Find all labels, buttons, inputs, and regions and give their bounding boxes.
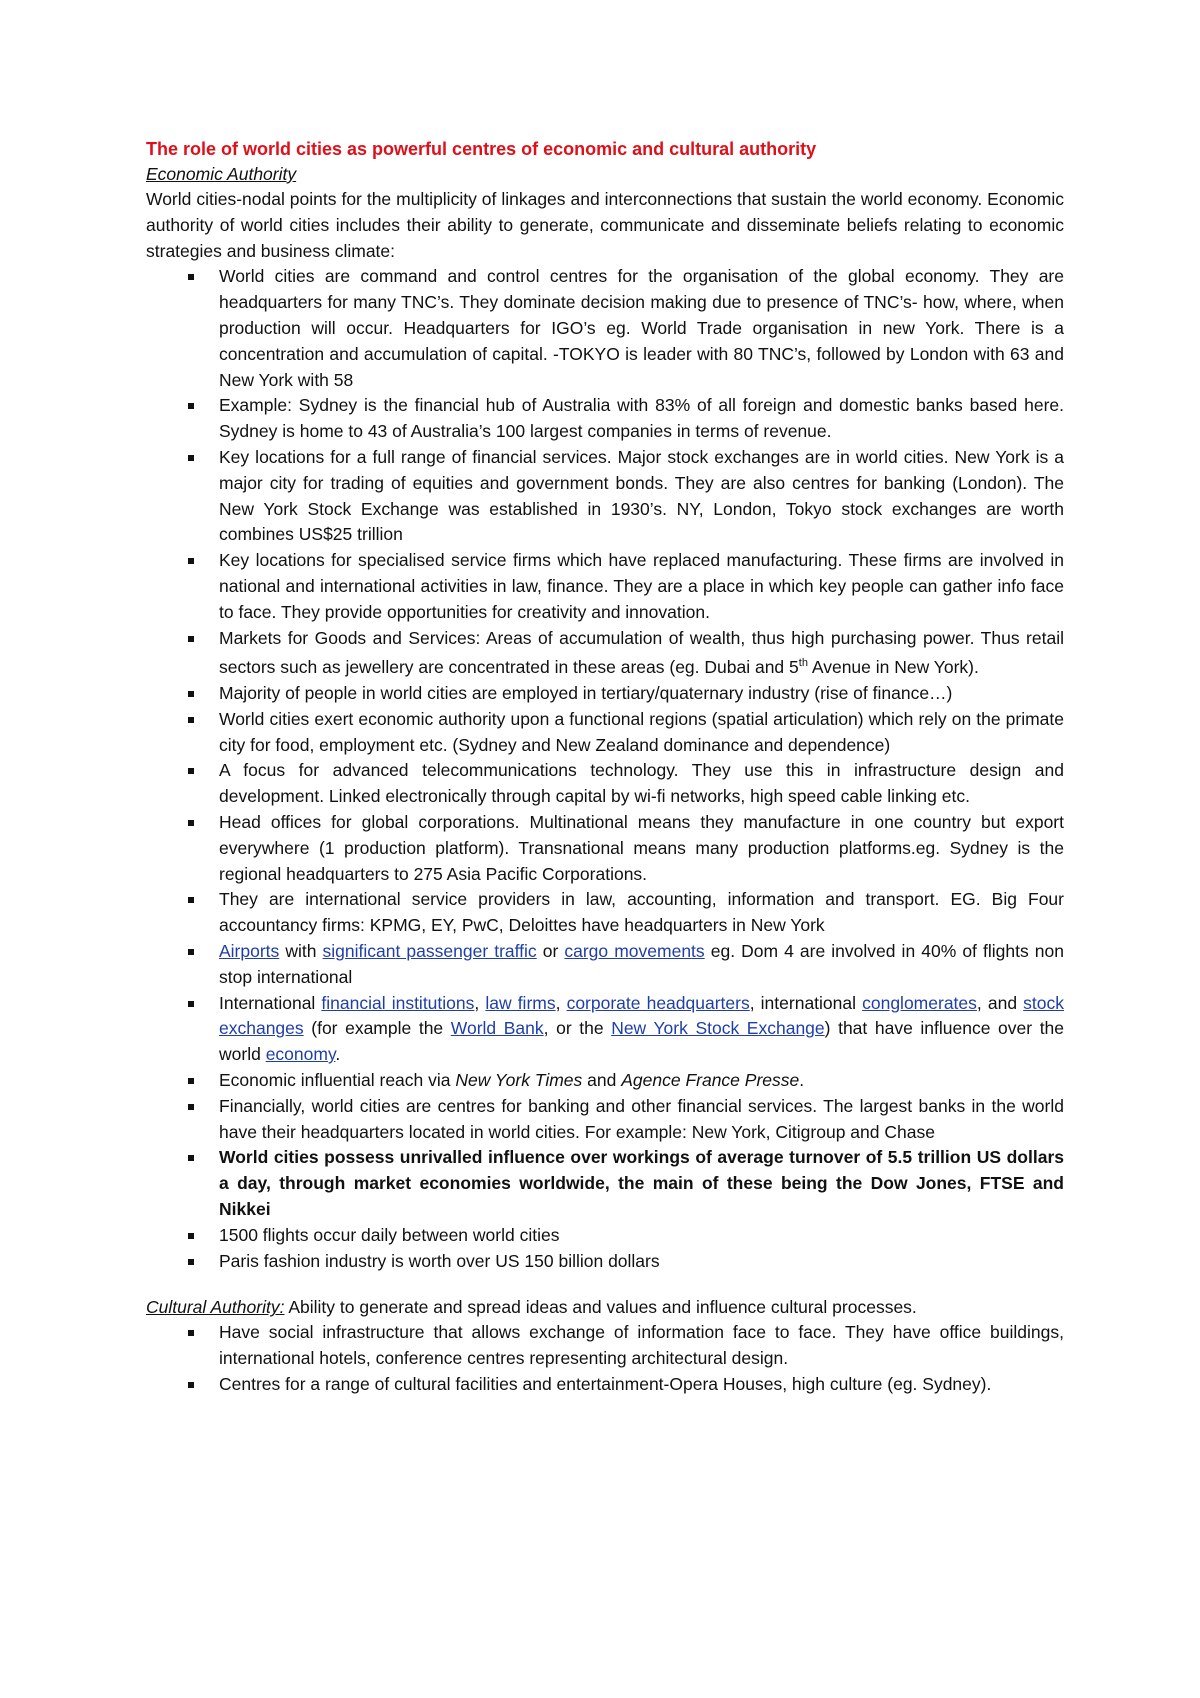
list-item xyxy=(146,681,1064,707)
bullet-icon xyxy=(188,717,194,723)
cultural-authority-label: Cultural Authority: xyxy=(146,1297,285,1318)
bullet-text: or xyxy=(536,940,565,961)
bullet-text: A focus for advanced telecommunications technology. They use this in infrastructure design and development. Linked electronically through capital by wi-fi networks, high speed cable linking etc. xyxy=(219,760,1064,807)
superscript-th: th xyxy=(798,657,808,670)
bullet-text: World cities possess unrivalled influence over workings of average turnover of 5.5 trillion US dollars a day, through market economies worldwide, the main of these being the Dow Jones, FTSE and Nikkei xyxy=(219,1147,1064,1219)
link-economy[interactable]: economy xyxy=(265,1044,336,1065)
list-item xyxy=(146,445,1064,548)
bullet-text: ) that have influence over the world xyxy=(219,1018,1065,1065)
bullet-icon xyxy=(188,897,194,903)
bullet-text: , xyxy=(555,992,567,1013)
italic-text: New York Times xyxy=(455,1069,583,1090)
bullet-icon xyxy=(188,1001,194,1007)
bullet-text: Majority of people in world cities are employed in tertiary/quaternary industry (rise of finance…) xyxy=(219,682,953,703)
list-item xyxy=(146,1320,1064,1372)
list-item xyxy=(146,887,1064,939)
bullet-text-cont: Avenue in New York). xyxy=(807,657,979,678)
list-item xyxy=(146,810,1064,887)
economic-authority-heading: Economic Authority xyxy=(146,164,297,184)
bullet-icon xyxy=(188,820,194,826)
bullet-icon xyxy=(188,1233,194,1239)
list-item xyxy=(146,393,1064,445)
list-item xyxy=(146,707,1064,759)
bullet-icon xyxy=(188,691,194,697)
bullet-icon xyxy=(188,768,194,774)
link-passenger-traffic[interactable]: significant passenger traffic xyxy=(322,940,537,961)
bullet-text: Example: Sydney is the financial hub of Australia with 83% of all foreign and domestic banks based here. Sydney is home to 43 of Australia’s 100 largest companies in terms of revenue. xyxy=(219,395,1064,442)
list-item xyxy=(146,991,1064,1068)
economic-bullet-list xyxy=(146,264,1064,1274)
bullet-text: , or the xyxy=(543,1018,612,1039)
list-item xyxy=(146,939,1064,991)
bullet-text: Financially, world cities are centres for banking and other financial services. The largest banks in the world have their headquarters located in world cities. For example: New York, Citigroup and Chase xyxy=(219,1095,1064,1142)
bullet-icon xyxy=(188,1104,194,1110)
italic-text: Agence France Presse xyxy=(621,1069,800,1090)
list-item xyxy=(146,1372,1064,1398)
bullet-text: Paris fashion industry is worth over US 150 billion dollars xyxy=(219,1250,660,1271)
bullet-icon xyxy=(188,274,194,280)
bullet-text: International xyxy=(219,992,322,1013)
section-spacer xyxy=(146,1274,1064,1294)
cultural-authority-heading xyxy=(146,1294,1064,1320)
bullet-text: 1500 flights occur daily between world cities xyxy=(219,1224,560,1245)
list-item xyxy=(146,1249,1064,1275)
link-financial-institutions[interactable]: financial institutions xyxy=(321,992,475,1013)
link-cargo-movements[interactable]: cargo movements xyxy=(564,940,705,961)
bullet-icon xyxy=(188,558,194,564)
bullet-text: World cities exert economic authority upon a functional regions (spatial articulation) which rely on the primate city for food, employment etc. (Sydney and New Zealand dominance and dependence) xyxy=(219,708,1064,755)
bullet-text: They are international service providers in law, accounting, information and transport. EG. Big Four accountancy firms: KPMG, EY, PwC, Deloittes have headquarters in New York xyxy=(219,889,1064,936)
bullet-text: Markets for Goods and Services: Areas of accumulation of wealth, thus high purchasing power. Thus retail sectors such as jewellery are concentrated in these areas (eg. Dubai and 5 xyxy=(219,627,1064,678)
list-item xyxy=(146,548,1064,625)
document-content xyxy=(146,136,1064,1398)
intro-paragraph: World cities-nodal points for the multiplicity of linkages and interconnections that sustain the world economy. Economic authority of world cities includes their ability to generate, communicate and disseminate beliefs relating to economic strategies and business climate: xyxy=(146,189,1064,261)
bullet-text: and xyxy=(582,1069,622,1090)
bullet-text: Head offices for global corporations. Multinational means they manufacture in one country but export everywhere (1 production platform). Transnational means many production platforms.eg. Sydney is the regional headquarters to 275 Asia Pacific Corporations. xyxy=(219,811,1064,884)
bullet-text: Key locations for specialised service firms which have replaced manufacturing. These firms are involved in national and international activities in law, finance. They are a place in which key people can gather info face to face. They provide opportunities for creativity and innovation. xyxy=(219,550,1064,622)
bullet-icon xyxy=(188,1078,194,1084)
link-stock-exchanges[interactable]: stock exchanges xyxy=(219,992,1064,1039)
link-world-bank[interactable]: World Bank xyxy=(450,1018,544,1039)
bullet-text: Centres for a range of cultural facilities and entertainment-Opera Houses, high culture (eg. Sydney). xyxy=(219,1373,992,1394)
bullet-icon xyxy=(188,403,194,409)
bullet-icon xyxy=(188,1155,194,1161)
bullet-icon xyxy=(188,1330,194,1336)
link-conglomerates[interactable]: conglomerates xyxy=(862,992,977,1013)
link-new-york-stock-exchange[interactable]: New York Stock Exchange xyxy=(611,1018,825,1039)
list-item xyxy=(146,1094,1064,1146)
cultural-authority-intro: Ability to generate and spread ideas and values and influence cultural processes. xyxy=(284,1297,917,1318)
bullet-text: eg. Dom 4 are involved in 40% of flights non stop international xyxy=(219,940,1064,987)
bullet-text: Economic influential reach via xyxy=(219,1069,456,1090)
bullet-text: . xyxy=(799,1069,805,1090)
bullet-text: Have social infrastructure that allows exchange of information face to face. They have office buildings, international hotels, conference centres representing architectural design. xyxy=(219,1322,1064,1369)
list-item xyxy=(146,1145,1064,1222)
bullet-icon xyxy=(188,455,194,461)
link-corporate-headquarters[interactable]: corporate headquarters xyxy=(566,992,750,1013)
bullet-icon xyxy=(188,1382,194,1388)
bullet-icon xyxy=(188,636,194,642)
list-item xyxy=(146,1068,1064,1094)
bullet-text: World cities are command and control centres for the organisation of the global economy. They are headquarters for many TNC’s. They dominate decision making due to presence of TNC’s- how, where, when production will occur. Headquarters for IGO’s eg. World Trade organisation in new York. There is a concentration and accumulation of capital. -TOKYO is leader with 80 TNC’s, followed by London with 63 and New York with 58 xyxy=(219,266,1064,390)
list-item xyxy=(146,264,1064,393)
bullet-text: Key locations for a full range of financial services. Major stock exchanges are in world cities. New York is a major city for trading of equities and government bonds. They are also centres for banking (London). The New York Stock Exchange was established in 1930’s. NY, London, Tokyo stock exchanges are worth combines US$25 trillion xyxy=(219,446,1064,545)
link-law-firms[interactable]: law firms xyxy=(485,992,556,1013)
bullet-icon xyxy=(188,949,194,955)
bullet-text: , and xyxy=(976,992,1024,1013)
bullet-text: with xyxy=(279,940,323,961)
link-airports[interactable]: Airports xyxy=(219,940,280,961)
list-item xyxy=(146,626,1064,681)
bullet-text: , international xyxy=(749,992,863,1013)
bullet-text: (for example the xyxy=(303,1018,451,1039)
cultural-bullet-list xyxy=(146,1320,1064,1397)
bullet-text: . xyxy=(335,1044,341,1065)
list-item xyxy=(146,1223,1064,1249)
document-title: The role of world cities as powerful centres of economic and cultural authority xyxy=(146,139,817,159)
list-item xyxy=(146,758,1064,810)
bullet-text: , xyxy=(474,992,486,1013)
bullet-icon xyxy=(188,1259,194,1265)
